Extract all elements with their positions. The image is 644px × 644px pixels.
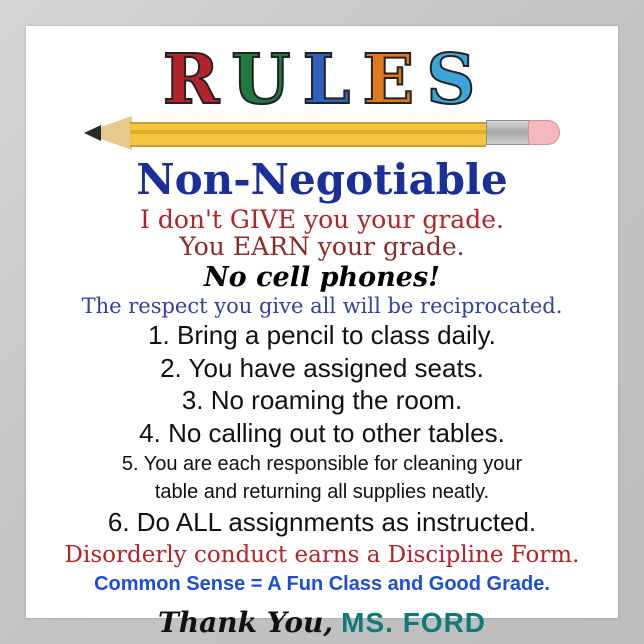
page-title <box>26 40 618 120</box>
title-letter-5: S <box>426 40 482 120</box>
signature-thanks: Thank You, <box>157 605 334 639</box>
signature-teacher: MS. FORD <box>341 606 487 638</box>
rule-item-6: 6. Do ALL assignments as instructed. <box>107 506 537 537</box>
common-sense-note: Common Sense = A Fun Class and Good Grade. <box>94 573 550 596</box>
pencil-icon <box>84 116 562 150</box>
rule-item-3: 3. No roaming the room. <box>181 385 463 416</box>
title-area <box>26 42 618 162</box>
statement-4: The respect you give all will be reciprocated. <box>81 294 563 319</box>
title-letter-2: U <box>231 40 297 120</box>
pencil-stripe <box>130 130 486 134</box>
discipline-note: Disorderly conduct earns a Discipline Form. <box>64 542 580 569</box>
rule-item-2: 2. You have assigned seats. <box>160 352 484 383</box>
rule-item-5-line-2: table and returning all supplies neatly. <box>154 480 490 503</box>
rule-item-1: 1. Bring a pencil to class daily. <box>148 320 496 351</box>
title-letter-4: E <box>362 40 421 120</box>
poster-content <box>26 155 618 639</box>
rule-item-5-line-1: 5. You are each responsible for cleaning your <box>121 452 523 475</box>
title-letter-1: R <box>162 40 226 120</box>
pencil-ferrule <box>486 120 530 145</box>
statement-3: No cell phones! <box>204 261 440 293</box>
signature <box>40 606 604 639</box>
title-letter-3: L <box>302 40 357 120</box>
rule-item-4: 4. No calling out to other tables. <box>139 418 505 449</box>
pencil-eraser <box>528 120 560 145</box>
statement-2: You EARN your grade. <box>179 232 465 262</box>
statement-1: I don't GIVE you your grade. <box>140 204 504 234</box>
poster-sheet <box>26 26 618 639</box>
pencil-lead <box>84 125 101 141</box>
subtitle: Non-Negotiable <box>136 155 508 204</box>
pencil-body <box>130 122 486 147</box>
